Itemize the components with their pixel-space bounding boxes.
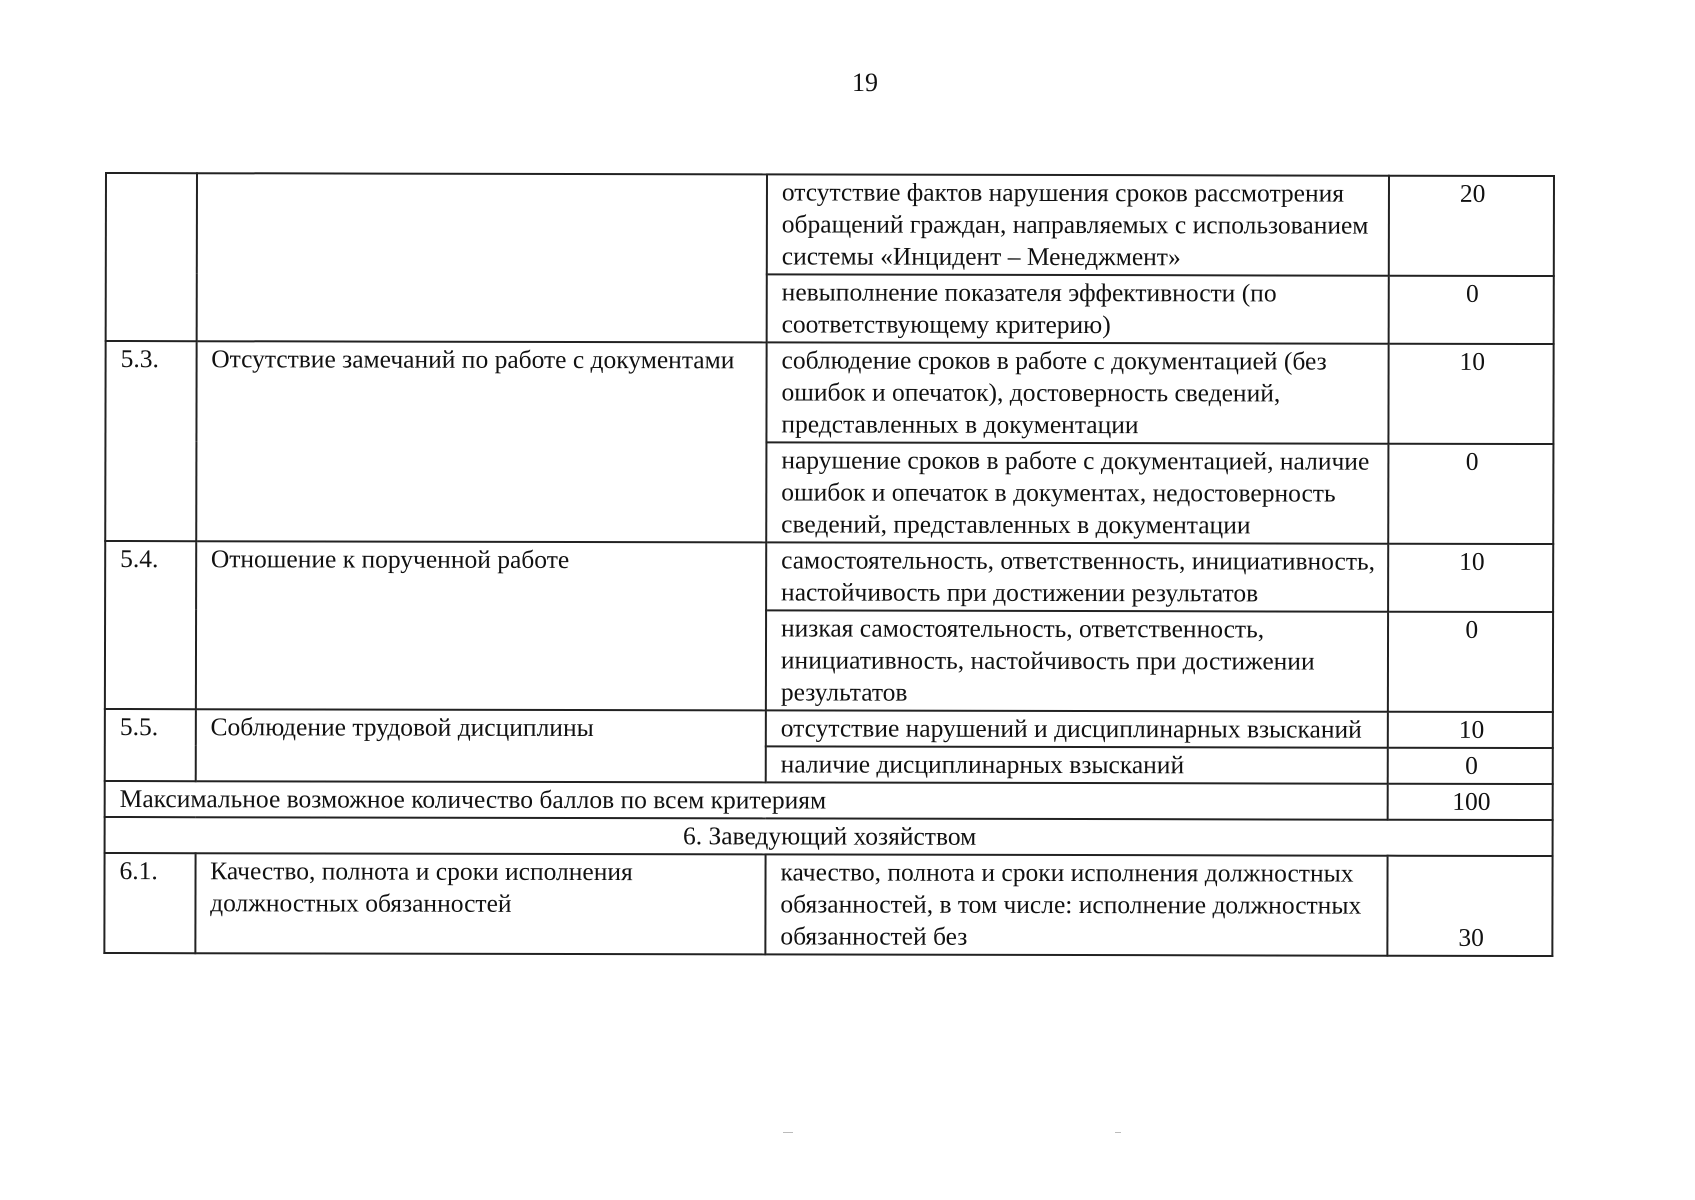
criterion-number-cell: 6.1. (104, 853, 195, 953)
points-cell: 30 (1388, 856, 1553, 956)
points-cell: 0 (1389, 444, 1554, 544)
table-row (105, 709, 1553, 748)
condition-cell: качество, полнота и сроки исполнения должностных обязанностей, в том числе: исполнение должностных обязанностей без (765, 854, 1388, 955)
table-row (105, 341, 1553, 444)
table-row (106, 173, 1554, 276)
table-row (104, 853, 1552, 956)
scan-mark (1115, 1132, 1121, 1133)
condition-cell: нарушение сроков в работе с документацией, наличие ошибок и опечаток в документах, недостоверность сведений, представленных в документации (766, 442, 1389, 543)
condition-cell: низкая самостоятельность, ответственность, инициативность, настойчивость при достижении результатов (766, 610, 1389, 711)
section-title: 6. Заведующий хозяйством (105, 817, 1553, 856)
condition-cell: наличие дисциплинарных взысканий (766, 746, 1389, 783)
page-number: 19 (852, 68, 878, 97)
points-cell: 20 (1389, 176, 1554, 276)
condition-cell: отсутствие нарушений и дисциплинарных взысканий (766, 710, 1389, 747)
total-label: Максимальное возможное количество баллов по всем критериям (105, 781, 1388, 820)
total-row (105, 781, 1553, 820)
condition-cell: самостоятельность, ответственность, инициативность, настойчивость при достижении результатов (766, 542, 1389, 611)
table-row (105, 541, 1553, 612)
criterion-name-cell: Качество, полнота и сроки исполнения должностных обязанностей (195, 853, 766, 954)
total-points: 100 (1388, 784, 1553, 820)
criterion-name-cell: Отсутствие замечаний по работе с документами (196, 341, 767, 542)
points-cell: 10 (1388, 712, 1553, 748)
criterion-name-cell: Отношение к порученной работе (196, 541, 767, 710)
criterion-number-cell: 5.4. (105, 541, 196, 709)
criterion-number-cell (106, 173, 197, 341)
criterion-number-cell: 5.5. (105, 709, 196, 781)
points-cell: 0 (1388, 612, 1553, 712)
points-cell: 10 (1389, 344, 1554, 444)
points-cell: 0 (1389, 276, 1554, 344)
condition-cell: невыполнение показателя эффективности (по соответствующему критерию) (767, 274, 1390, 343)
condition-cell: отсутствие фактов нарушения сроков рассмотрения обращений граждан, направляемых с использованием системы «Инцидент – Менеджмент» (767, 174, 1390, 275)
criteria-table (103, 172, 1555, 957)
points-cell: 10 (1388, 544, 1553, 612)
section-row (105, 817, 1553, 856)
condition-cell: соблюдение сроков в работе с документацией (без ошибок и опечаток), достоверность сведений, представленных в документации (766, 342, 1389, 443)
criterion-name-cell (196, 173, 767, 342)
criterion-number-cell: 5.3. (105, 341, 196, 541)
points-cell: 0 (1388, 748, 1553, 784)
criterion-name-cell: Соблюдение трудовой дисциплины (195, 709, 765, 782)
scan-mark (783, 1132, 793, 1133)
